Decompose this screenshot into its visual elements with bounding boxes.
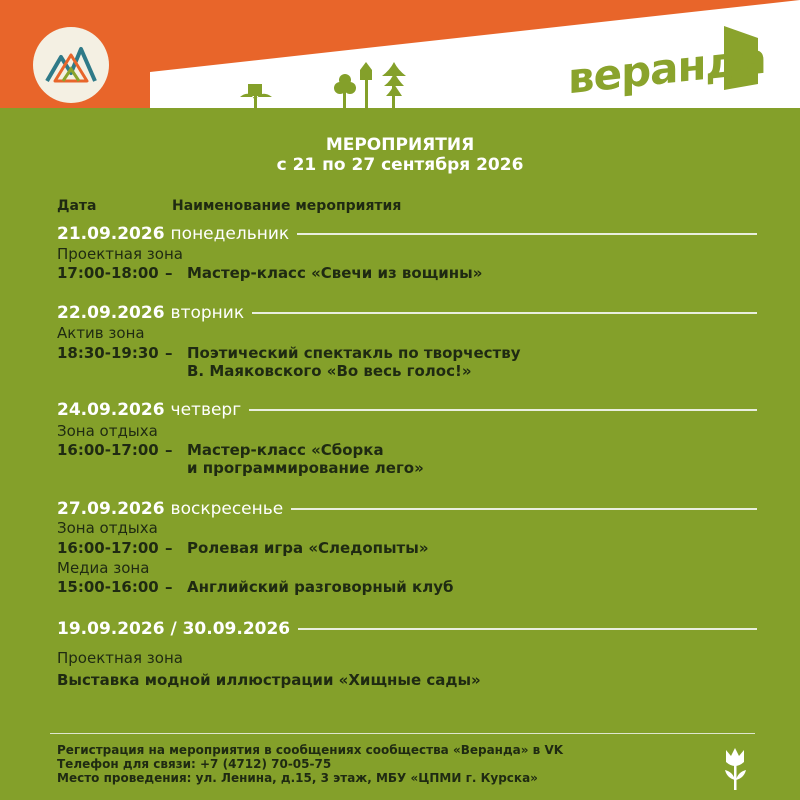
- event-row: [57, 578, 453, 596]
- event-row: [57, 344, 521, 362]
- event-time: 16:00-17:00: [57, 539, 159, 557]
- event-dash: –: [165, 344, 173, 362]
- weekday: вторник: [170, 303, 245, 323]
- event-row: [57, 539, 429, 557]
- event-dash: –: [165, 578, 173, 596]
- date-row: [57, 398, 757, 422]
- page-subtitle: с 21 по 27 сентября 2026: [276, 155, 524, 175]
- event-title: Поэтический спектакль по творчеству: [187, 344, 521, 362]
- zone-label: Зона отдыха: [57, 519, 158, 537]
- divider-line: [298, 628, 757, 630]
- zone-label: Проектная зона: [57, 245, 183, 263]
- date: 22.09.2026: [57, 303, 165, 323]
- weekday: воскресенье: [170, 499, 284, 519]
- divider-line: [252, 312, 757, 314]
- weekday: понедельник: [170, 224, 290, 244]
- event-dash: –: [165, 264, 173, 282]
- date-row: [57, 617, 757, 641]
- event-row: [57, 264, 482, 282]
- column-header-date: Дата: [57, 198, 97, 214]
- event-title: Ролевая игра «Следопыты»: [187, 539, 429, 557]
- footer-phone: Телефон для связи: +7 (4712) 70-05-75: [57, 757, 332, 771]
- date: 24.09.2026: [57, 400, 165, 420]
- event-time: 17:00-18:00: [57, 264, 159, 282]
- event-time: 15:00-16:00: [57, 578, 159, 596]
- event-row: [57, 441, 384, 459]
- event-title-continued: и программирование лего»: [187, 459, 424, 477]
- column-header-name: Наименование мероприятия: [172, 198, 402, 214]
- logo-badge: [33, 27, 109, 103]
- event-title: Мастер-класс «Свечи из вощины»: [187, 264, 483, 282]
- date-row: [57, 222, 757, 246]
- divider-line: [249, 409, 757, 411]
- zone-label: Проектная зона: [57, 649, 183, 667]
- event-dash: –: [165, 441, 173, 459]
- footer-registration: Регистрация на мероприятия в сообщениях сообщества «Веранда» в VK: [57, 743, 564, 757]
- date: 21.09.2026: [57, 224, 165, 244]
- date: 27.09.2026: [57, 499, 165, 519]
- event-time: 18:30-19:30: [57, 344, 159, 362]
- event-title: Мастер-класс «Сборка: [187, 441, 384, 459]
- date-range: 19.09.2026 / 30.09.2026: [57, 619, 291, 639]
- zone-label: Зона отдыха: [57, 422, 158, 440]
- event-time: 16:00-17:00: [57, 441, 159, 459]
- mountain-triangle-logo-icon: [33, 27, 109, 103]
- event-title-continued: В. Маяковского «Во весь голос!»: [187, 362, 472, 380]
- zone-label: Медиа зона: [57, 559, 150, 577]
- date-row: [57, 301, 757, 325]
- footer-address: Место проведения: ул. Ленина, д.15, 3 этаж, МБУ «ЦПМИ г. Курска»: [57, 771, 538, 785]
- header-banner: [0, 0, 800, 108]
- weekday: четверг: [170, 400, 242, 420]
- event-title: Английский разговорный клуб: [187, 578, 454, 596]
- event-dash: –: [165, 539, 173, 557]
- page-title: МЕРОПРИЯТИЯ: [325, 135, 475, 155]
- event-title: Выставка модной иллюстрации «Хищные сады»: [57, 671, 481, 689]
- footer-divider: [50, 733, 755, 734]
- divider-line: [291, 508, 757, 510]
- brand-logo-text: веранда: [568, 33, 766, 104]
- divider-line: [297, 233, 757, 235]
- date-row: [57, 497, 757, 521]
- zone-label: Актив зона: [57, 324, 145, 342]
- tulip-icon: [722, 746, 748, 792]
